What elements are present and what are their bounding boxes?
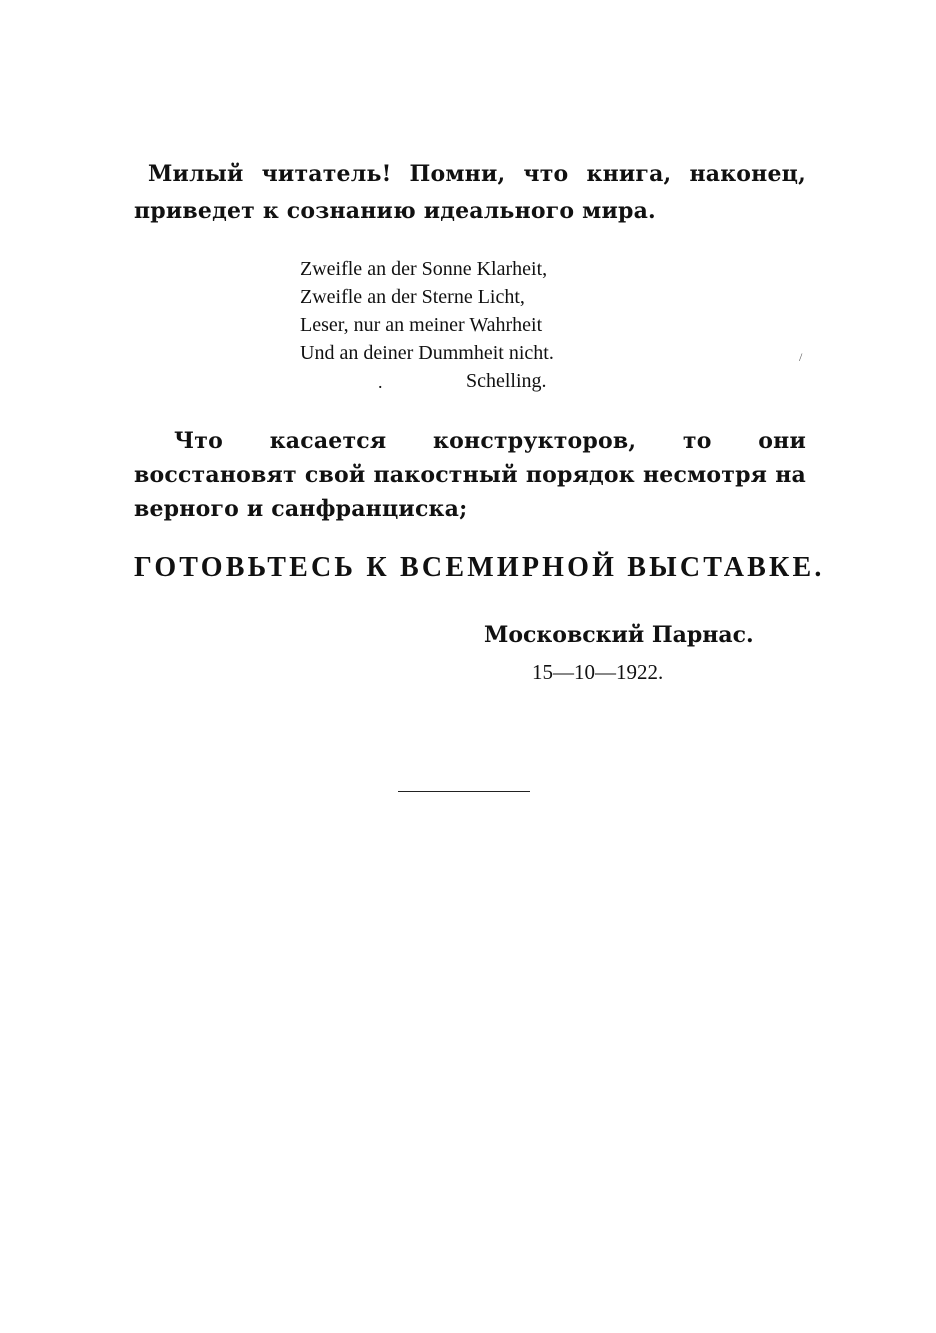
poem-line-4: Und an deiner Dummheit nicht. xyxy=(300,342,554,364)
date: 15—10—1922. xyxy=(532,660,664,684)
epigraph-poem xyxy=(300,255,554,395)
poem-line-1: Zweifle an der Sonne Klarheit, xyxy=(300,258,548,280)
poem-dot: . xyxy=(378,372,383,392)
poem-line-2: Zweifle an der Sterne Licht, xyxy=(300,286,525,308)
poem-line-3: Leser, nur an meiner Wahrheit xyxy=(300,314,543,336)
divider-rule xyxy=(398,791,530,792)
exhibition-headline: ГОТОВЬТЕСЬ К ВСЕМИРНОЙ ВЫСТАВКЕ. xyxy=(134,552,825,583)
stray-mark: / xyxy=(799,350,803,364)
constructors-paragraph: Что касается конструкторов, то они восстановят свой пакостный порядок несмотря на верного и санфранциска; xyxy=(134,428,806,522)
intro-paragraph: Милый читатель! Помни, что книга, наконец, приведет к сознанию идеального мира. xyxy=(134,161,806,224)
signature: Московский Парнас. xyxy=(484,622,754,648)
poem-author: Schelling. xyxy=(466,370,547,392)
